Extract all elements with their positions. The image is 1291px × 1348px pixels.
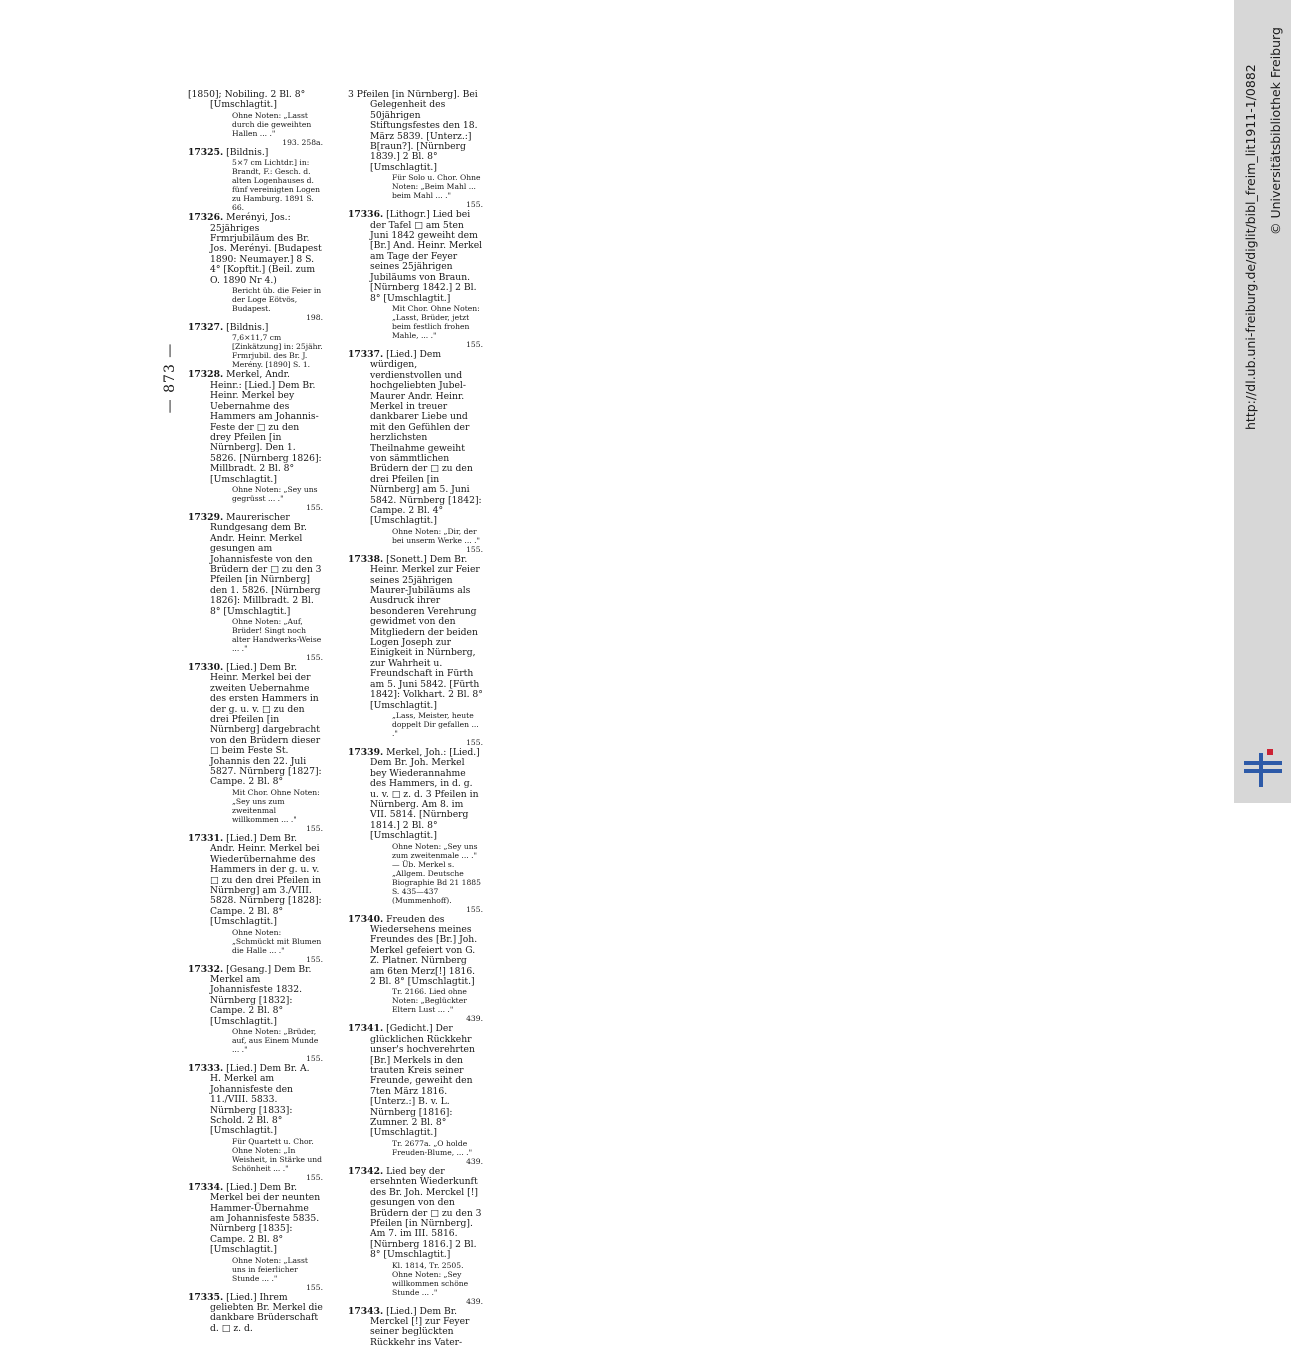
catalog-entry — [348, 555, 483, 747]
entry-note: 5×7 cm Lichtdr.] in: Brandt, F.: Gesch. d. alten Logenhauses d. fünf vereinigten Logen zu Hamburg. 1891 S. 66. — [232, 158, 321, 213]
entry-shelfmark: 439. — [466, 1014, 483, 1024]
left-column — [188, 89, 323, 1334]
page-number: 873 — [162, 363, 178, 393]
page-header: — 873 — — [162, 342, 178, 414]
entry-note: Bericht üb. die Feier in der Loge Eötvös, Budapest. — [232, 286, 322, 314]
catalog-entry — [188, 834, 323, 964]
entry-title: [Lithogr.] Lied bei der Tafel □ am 5ten Juni 1842 geweiht dem [Br.] And. Heinr. Merkel am Tage der Feyer seines 25jährigen Jubiläums von Braun. [Nürnberg 1842.] 2 Bl. 8° [Umschlagtit.] — [370, 209, 483, 304]
right-column — [348, 89, 496, 1348]
book-page — [162, 89, 323, 1334]
entry-title: [Lied.] Ihrem geliebten Br. Merkel die dankbare Brüderschaft d. □ z. d. — [210, 1291, 323, 1334]
entry-note: Für Solo u. Chor. Ohne Noten: „Beim Mahl ... beim Mahl ... ." — [392, 173, 481, 201]
entry-title: [Bildnis.] — [226, 146, 269, 158]
entry-title: [Bildnis.] — [226, 322, 269, 334]
catalog-entry — [188, 370, 323, 511]
catalog-entry — [348, 1024, 483, 1165]
entry-title: [Lied.] Dem Br. Merkel bei der neunten Hammer-Übernahme am Johannisfeste 5835. Nürnberg [1835]: Campe. 2 Bl. 8° [Umschlagtit.] — [210, 1181, 321, 1256]
catalog-entry — [348, 1307, 483, 1348]
entry-note: Ohne Noten: „Schmückt mit Blumen die Halle ... ." — [232, 927, 322, 955]
ub-freiburg-logo-icon — [1241, 747, 1285, 791]
entry-shelfmark: 439. — [466, 1156, 483, 1166]
catalog-entry — [188, 663, 323, 833]
entry-title: [Lied.] Dem Br. Andr. Heinr. Merkel bei Wiederübernahme des Hammers in der g. u. v. □ zu den drei Pfeilen in Nürnberg] am 3./VIII. 5828. Nürnberg [1828]: Campe. 2 Bl. 8° [Umschlagtit.] — [210, 832, 322, 928]
entry-note: Kl. 1814, Tr. 2505. Ohne Noten: „Sey willkommen schöne Stunde ... ." — [392, 1260, 469, 1297]
entry-title: [Lied.] Dem Br. A. H. Merkel am Johannisfeste den 11./VIII. 5833. Nürnberg [1833]: Schold. 2 Bl. 8° [Umschlagtit.] — [210, 1062, 310, 1137]
entry-shelfmark: 155. — [306, 502, 323, 512]
entry-title: [1850]; Nobiling. 2 Bl. 8° [Umschlagtit.] — [188, 89, 306, 111]
entry-note: Mit Chor. Ohne Noten: „Lasst, Brüder, jetzt beim festlich frohen Mahle, ... ." — [392, 303, 480, 340]
entry-shelfmark: 155. — [466, 339, 483, 349]
catalog-entry — [188, 1293, 323, 1335]
entry-shelfmark: 155. — [466, 544, 483, 554]
entry-number: 17334. — [188, 1181, 224, 1193]
book-page-right — [322, 89, 492, 1348]
catalog-entry — [188, 148, 323, 212]
entry-title: Merkel, Joh.: [Lied.] Dem Br. Joh. Merkel bey Wiederannahme des Hammers, in d. g. u. v. □ z. d. 3 Pfeilen in Nürnberg. Am 8. im VII. 5814. [Nürnberg 1814.] 2 Bl. 8° [Umschlagtit.] — [370, 746, 480, 842]
entry-shelfmark: 155. — [466, 904, 483, 914]
entry-number: 17329. — [188, 511, 224, 523]
catalog-entry — [188, 213, 323, 322]
entry-number: 17330. — [188, 662, 224, 673]
entry-shelfmark: 155. — [466, 200, 483, 210]
entry-shelfmark: 198. — [306, 313, 323, 323]
catalog-entry — [348, 915, 483, 1024]
entry-note: Ohne Noten: „Dir, der bei unserm Werke ... ." — [392, 526, 480, 545]
left-column-text — [188, 89, 323, 1334]
entry-number: 17342. — [348, 1165, 384, 1177]
catalog-entry — [348, 748, 483, 914]
entry-note: Ohne Noten: „Lasst uns in feierlicher Stunde ... ." — [232, 1255, 308, 1283]
catalog-entry — [348, 210, 483, 349]
entry-number: 17333. — [188, 1062, 224, 1074]
catalog-entry — [188, 1064, 323, 1182]
entry-note: „Lass, Meister, heute doppelt Dir gefallen ... ." — [392, 710, 479, 738]
catalog-entry — [348, 1167, 483, 1306]
entry-number: 17327. — [188, 322, 224, 334]
entry-title: Lied bey der ersehnten Wiederkunft des Br. Joh. Merckel [!] gesungen von den Brüdern der □ zu den 3 Pfeilen [in Nürnberg]. Am 7. im III. 5816. [Nürnberg 1816.] 2 Bl. 8° [Umschlagtit.] — [370, 1165, 482, 1261]
catalog-entry — [188, 90, 323, 147]
source-url[interactable]: http://dl.ub.uni-freiburg.de/diglit/bibl_freim_lit1911-1/0882 — [1243, 64, 1258, 430]
entry-number: 17338. — [348, 553, 384, 565]
entry-number: 17340. — [348, 913, 384, 925]
entry-title: [Lied.] Dem würdigen, verdienstvollen und hochgeliebten Jubel-Maurer Andr. Heinr. Merkel in treuer dankbarer Liebe und mit den Gefühlen der herzlichsten Theilnahme geweiht von sämmtlichen Brüdern der □ zu den drei Pfeilen [in Nürnberg] am 5. Juni 5842. Nürnberg [1842]: Campe. 2 Bl. 4° [Umschlagtit.] — [370, 348, 482, 527]
catalog-entry — [188, 1183, 323, 1292]
copyright-notice: © Universitätsbibliothek Freiburg — [1268, 27, 1283, 235]
entry-note: Ohne Noten: „Sey uns gegrüsst ... ." — [232, 484, 318, 503]
entry-number: 17341. — [348, 1023, 384, 1035]
entry-number: 17331. — [188, 832, 224, 844]
catalog-entry — [348, 350, 483, 554]
entry-title: Merényi, Jos.: 25jähriges Frmrjubiläum des Br. Jos. Merényi. [Budapest 1890: Neumayer.] 8 S. 4° [Kopftit.] (Beil. zum O. 1890 Nr 4.) — [210, 212, 322, 286]
entry-number: 17326. — [188, 212, 224, 224]
entry-shelfmark: 155. — [306, 653, 323, 662]
entry-title: Maurerischer Rundgesang dem Br. Andr. Heinr. Merkel gesungen am Johannisfeste von den Brüdern der □ zu den 3 Pfeilen [in Nürnberg] den 1. 5826. [Nürnberg 1826]: Millbradt. 2 Bl. 8° [Umschlagtit.] — [210, 511, 322, 617]
entry-note: Tr. 2166. Lied ohne Noten: „Beglückter Eltern Lust ... ." — [392, 987, 467, 1015]
entry-title: [Sonett.] Dem Br. Heinr. Merkel zur Feier seines 25jährigen Maurer-Jubiläums als Ausdruck ihrer besonderen Verehrung gewidmet von den Mitgliedern der beiden Logen Joseph zur Einigkeit in Nürnberg, zur Wahrheit u. Freundschaft in Fürth am 5. Juni 5842. [Fürth 1842]: Volkhart. 2 Bl. 8° [Umschlagtit.] — [370, 553, 483, 711]
entry-number: 17336. — [348, 209, 384, 221]
entry-shelfmark: 439. — [466, 1296, 483, 1306]
entry-note: Mit Chor. Ohne Noten: „Sey uns zum zweitenmal willkommen ... ." — [232, 787, 320, 824]
entry-number: 17332. — [188, 963, 224, 975]
entry-shelfmark: 155. — [306, 823, 323, 833]
catalog-entry — [188, 323, 323, 369]
entry-title: [Lied.] Dem Br. Heinr. Merkel bei der zweiten Uebernahme des ersten Hammers in der g. u. v. □ zu den drei Pfeilen [in Nürnberg] dargebracht von den Brüdern dieser □ beim Feste St. Johannis den 22. Juli 5827. Nürnberg [1827]: Campe. 2 Bl. 8° — [210, 662, 322, 788]
entry-shelfmark: 155. — [306, 954, 323, 964]
entry-title: Merkel, Andr. Heinr.: [Lied.] Dem Br. Heinr. Merkel bey Uebernahme des Hammers am Johannis-Feste der □ zu den drey Pfeilen [in Nürnberg]. Den 1. 5826. [Nürnberg 1826]: Millbradt. 2 Bl. 8° [Umschlagtit.] — [210, 369, 322, 485]
entry-note: Ohne Noten: „Lasst durch die geweihten Hallen ... ." — [232, 110, 312, 138]
entry-number: 17337. — [348, 348, 384, 360]
entry-shelfmark: 193. 258a. — [282, 137, 323, 147]
entry-shelfmark: 155. — [306, 1172, 323, 1182]
entry-number: 17325. — [188, 146, 224, 158]
entry-shelfmark: 155. — [306, 1053, 323, 1063]
catalog-entry — [348, 90, 483, 209]
entry-note: Ohne Noten: „Brüder, auf, aus Einem Munde ... ." — [232, 1026, 319, 1054]
entry-title: [Gesang.] Dem Br. Merkel am Johannisfeste 1832. Nürnberg [1832]: Campe. 2 Bl. 8° [Umschlagtit.] — [210, 963, 312, 1027]
entry-number: 17335. — [188, 1291, 224, 1303]
entry-title: [Gedicht.] Der glücklichen Rückkehr unser's hochverehrten [Br.] Merkels in den trauten Kreis seiner Freunde, geweiht den 7ten März 1816. [Unterz.:] B. v. L. Nürnberg [1816]: Zumner. 2 Bl. 8° [Umschlagtit.] — [370, 1023, 475, 1139]
entry-shelfmark: 155. — [306, 1282, 323, 1292]
entry-note: Ohne Noten: „Auf, Brüder! Singt noch alter Handwerks-Weise ... ." — [232, 617, 322, 653]
entry-shelfmark: 155. — [466, 737, 483, 747]
entry-number: 17339. — [348, 746, 384, 758]
entry-note: Ohne Noten: „Sey uns zum zweitenmale ... ." — Üb. Merkel s. „Allgem. Deutsche Biographie Bd 21 1885 S. 435—437 (Mummenhoff). — [392, 841, 481, 905]
entry-title: 3 Pfeilen [in Nürnberg]. Bei Gelegenheit des 50jährigen Stiftungsfestes den 18. März 5839. [Unterz.:] B[raun?]. [Nürnberg 1839.] 2 Bl. 8° [Umschlagtit.] — [348, 89, 478, 173]
entry-number: 17328. — [188, 369, 224, 381]
entry-title: Freuden des Wiedersehens meines Freundes des [Br.] Joh. Merkel gefeiert von G. Z. Platner. Nürnberg am 6ten Merz[!] 1816. 2 Bl. 8° [Umschlagtit.] — [370, 913, 478, 987]
entry-title: [Lied.] Dem Br. Merckel [!] zur Feyer seiner beglückten Rückkehr ins Vater- — [370, 1305, 470, 1348]
entry-number: 17343. — [348, 1305, 384, 1317]
catalog-entry — [188, 965, 323, 1063]
right-column-text — [348, 89, 483, 1348]
entry-note: 7,6×11,7 cm [Zinkätzung] in: 25jähr. Frmrjubil. des Br. J. Merény. [1890] S. 1. — [232, 333, 323, 370]
catalog-entry — [188, 513, 323, 662]
entry-note: Für Quartett u. Chor. Ohne Noten: „In Weisheit, in Stärke und Schönheit ... ." — [232, 1136, 322, 1173]
entry-note: Tr. 2677a. „O holde Freuden-Blume, ... ." — [392, 1138, 473, 1157]
